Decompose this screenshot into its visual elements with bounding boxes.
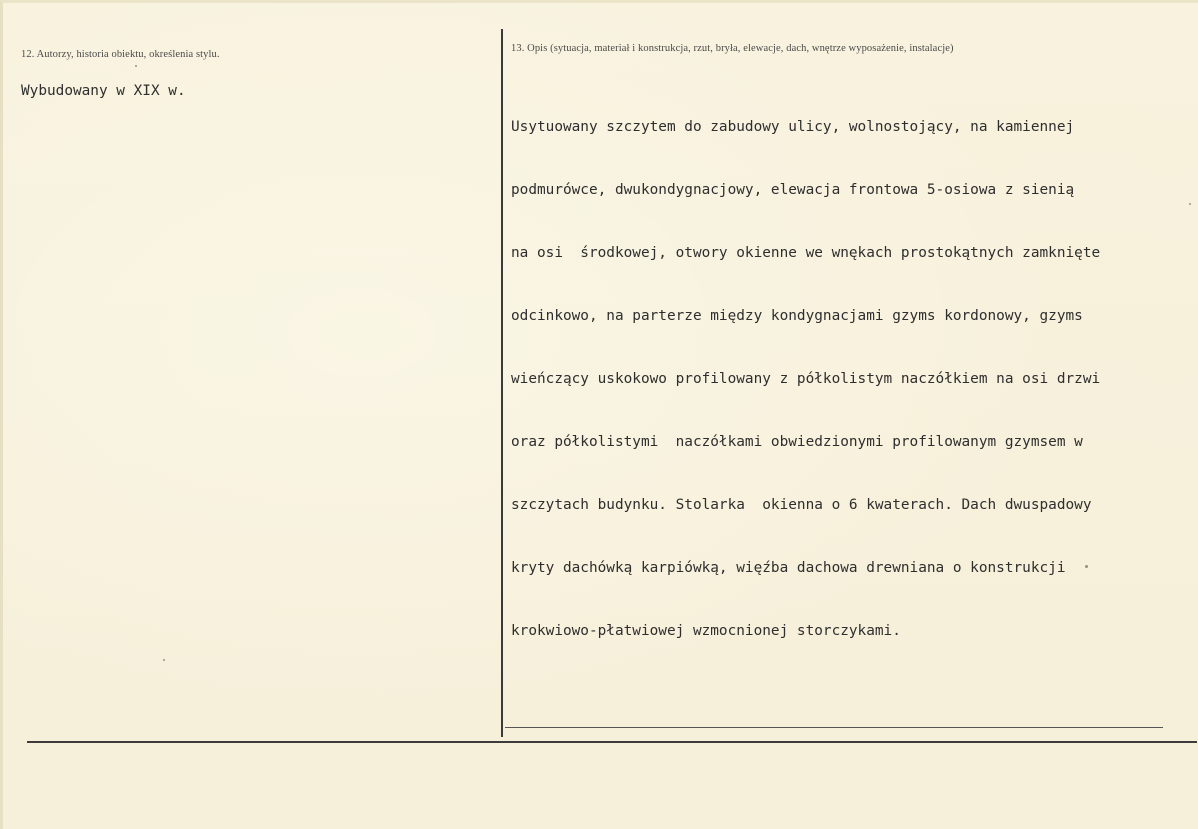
field-13-description	[511, 75, 1100, 684]
field-12-value: Wybudowany w XIX w.	[21, 83, 186, 99]
paper-speck	[163, 659, 165, 661]
description-line: odcinkowo, na parterze między kondygnacjami gzyms kordonowy, gzyms	[511, 308, 1083, 324]
paper-speck	[135, 65, 137, 67]
description-line: na osi środkowej, otwory okienne we wnękach prostokątnych zamknięte	[511, 245, 1101, 261]
column-divider	[501, 29, 503, 737]
bottom-rule	[27, 741, 1197, 743]
description-line: oraz półkolistymi naczółkami obwiedzionymi profilowanym gzymsem w	[511, 434, 1083, 450]
description-line: podmurówce, dwukondygnacjowy, elewacja frontowa 5-osiowa z sienią	[511, 182, 1075, 198]
description-line: krokwiowo-płatwiowej wzmocnionej storczykami.	[511, 623, 901, 639]
description-line: kryty dachówką karpiówką, więźba dachowa drewniana o konstrukcji	[511, 560, 1066, 576]
field-13-label: 13. Opis (sytuacja, materiał i konstrukcja, rzut, bryła, elewacje, dach, wnętrze wyposażenie, instalacje)	[511, 43, 954, 54]
description-line: Usytuowany szczytem do zabudowy ulicy, wolnostojący, na kamiennej	[511, 119, 1075, 135]
paper-speck	[1085, 565, 1088, 568]
field-12-label: 12. Autorzy, historia obiektu, określenia stylu.	[21, 49, 220, 60]
paper-speck	[1189, 203, 1191, 205]
bottom-rule-short	[505, 727, 1163, 728]
description-line: wieńczący uskokowo profilowany z półkolistym naczółkiem na osi drzwi	[511, 371, 1101, 387]
description-line: szczytach budynku. Stolarka okienna o 6 kwaterach. Dach dwuspadowy	[511, 497, 1092, 513]
